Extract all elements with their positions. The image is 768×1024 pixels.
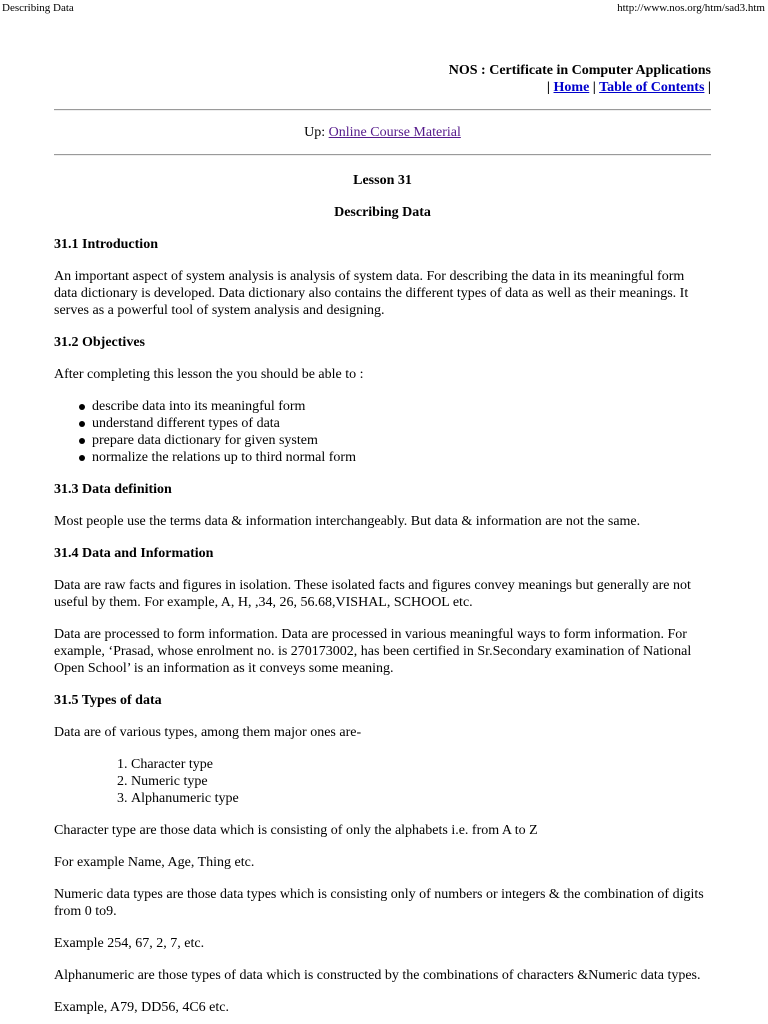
paragraph: After completing this lesson the you should be able to :: [54, 367, 364, 382]
site-title: NOS : Certificate in Computer Applications: [448, 63, 711, 78]
print-header: [0, 0, 768, 16]
divider: [54, 154, 711, 156]
paragraph: An important aspect of system analysis is analysis of system data. For describing the data in its meaningful form data dictionary is developed. Data dictionary also contains the different types of data as well as their meanings. It serves as a powerful tool of system analysis and designing.: [54, 269, 689, 318]
up-prefix: Up:: [304, 125, 329, 140]
list-item: 2. Numeric type: [131, 773, 711, 790]
list-item: prepare data dictionary for given system: [54, 432, 711, 449]
section-heading-objectives: 31.2 Objectives: [54, 335, 145, 350]
paragraph: Example 254, 67, 2, 7, etc.: [54, 936, 205, 951]
section-heading-data-and-information: 31.4 Data and Information: [54, 546, 214, 561]
paragraph: Character type are those data which is consisting of only the alphabets i.e. from A to Z: [54, 823, 538, 838]
table-of-contents-link[interactable]: Table of Contents: [599, 80, 705, 95]
list-item: 1. Character type: [131, 756, 711, 773]
page-content: [54, 54, 711, 1016]
section-heading-types-of-data: 31.5 Types of data: [54, 693, 162, 708]
paragraph: Numeric data types are those data types which is consisting only of numbers or integers & the combination of digits from 0 to9.: [54, 887, 704, 919]
list-item: understand different types of data: [54, 415, 711, 432]
paragraph: Data are of various types, among them major ones are-: [54, 725, 362, 740]
paragraph: Example, A79, DD56, 4C6 etc.: [54, 1000, 229, 1015]
divider: [54, 109, 711, 111]
up-navigation: [54, 124, 711, 141]
list-item: normalize the relations up to third normal form: [54, 449, 711, 466]
nav-separator: |: [546, 80, 554, 95]
list-item: describe data into its meaningful form: [54, 398, 711, 415]
objectives-list: [54, 398, 711, 466]
paragraph: Data are raw facts and figures in isolation. These isolated facts and figures convey meanings but generally are not useful by them. For example, A, H, ,34, 26, 56.68,VISHAL, SCHOOL etc.: [54, 578, 691, 610]
paragraph: Most people use the terms data & information interchangeably. But data & information are not the same.: [54, 514, 641, 529]
nav-separator: |: [589, 80, 600, 95]
paragraph: Data are processed to form information. Data are processed in various meaningful ways to form information. For example, ‘Prasad, whose enrolment no. is 270173002, has been certified in Sr.Secondary examination of National Open School’ is an information as it conveys some meaning.: [54, 627, 692, 676]
online-course-material-link[interactable]: Online Course Material: [328, 125, 461, 140]
home-link[interactable]: Home: [553, 80, 590, 95]
nav-separator: |: [704, 80, 711, 95]
section-heading-data-definition: 31.3 Data definition: [54, 482, 172, 497]
paragraph: Alphanumeric are those types of data which is constructed by the combinations of characters &Numeric data types.: [54, 968, 701, 983]
lesson-title: Describing Data: [334, 205, 431, 220]
lesson-number: Lesson 31: [353, 173, 412, 188]
section-heading-introduction: 31.1 Introduction: [54, 237, 158, 252]
site-nav: [54, 79, 711, 96]
print-header-url: http://www.nos.org/htm/sad3.htm: [617, 2, 765, 14]
paragraph: For example Name, Age, Thing etc.: [54, 855, 255, 870]
data-types-list: [54, 756, 711, 807]
print-header-title: Describing Data: [2, 2, 74, 14]
site-header: [54, 62, 711, 96]
list-item: 3. Alphanumeric type: [131, 790, 711, 807]
